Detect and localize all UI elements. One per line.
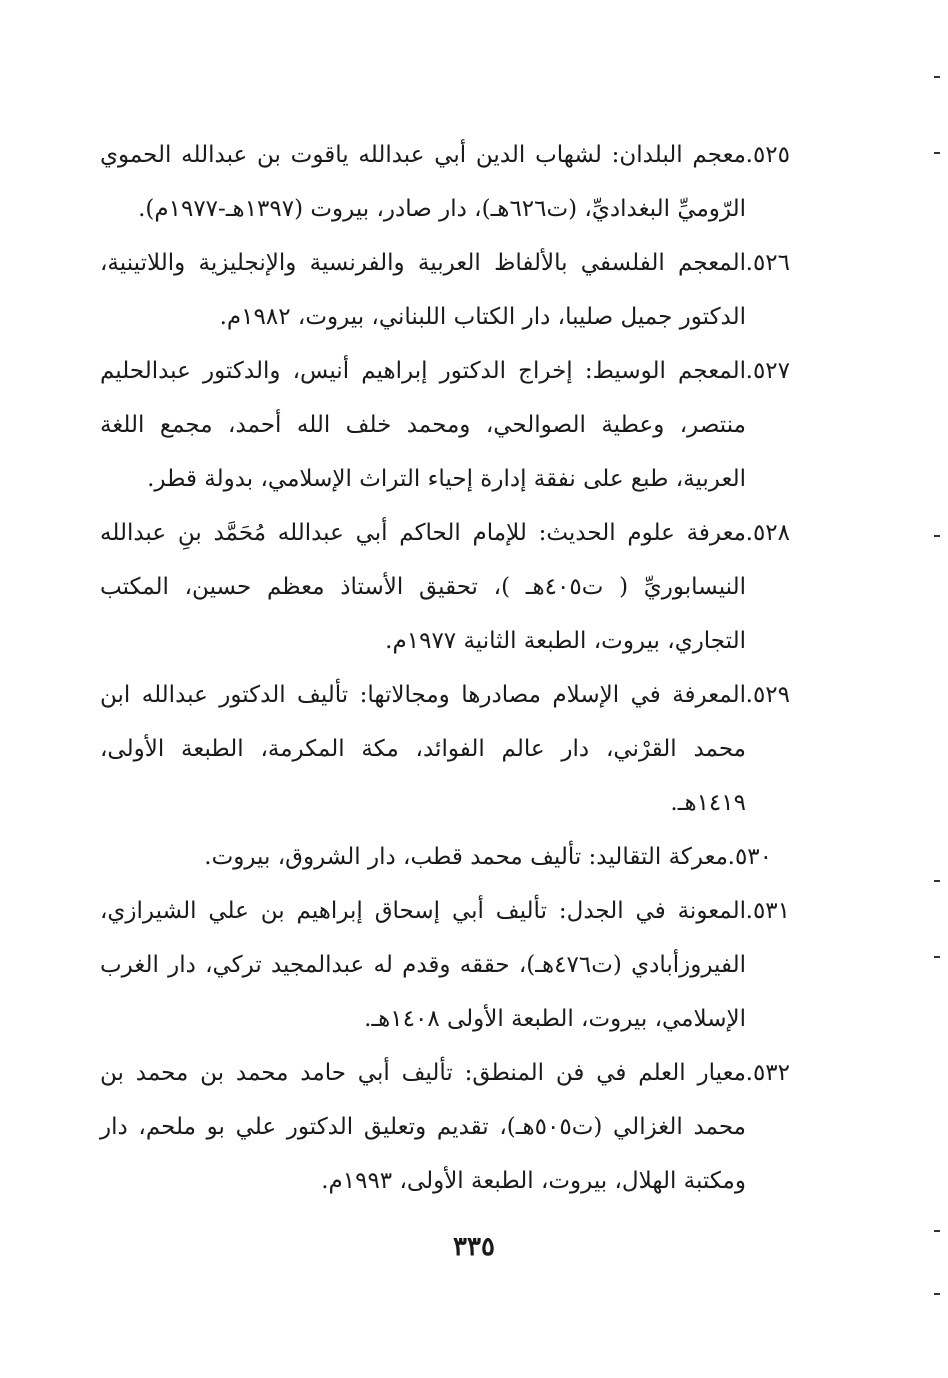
scan-edge-mark [934, 152, 940, 154]
reference-number: ٥٢٩. [745, 682, 790, 708]
reference-text: معرفة علوم الحديث: للإمام الحاكم أبي عبدالله مُحَمَّد بنِ عبدالله النيسابوريِّ ( ت٤٠٥هـ )، تحقيق الأستاذ معظم حسين، المكتب التجاري، بيروت، الطبعة الثانية ١٩٧٧م. [100, 520, 746, 654]
scan-edge-mark [934, 956, 940, 958]
reference-number: ٥٣١. [745, 898, 790, 924]
reference-list [100, 128, 790, 1208]
scan-edge-mark [934, 535, 940, 537]
reference-entry-525 [100, 128, 790, 236]
scan-edge-mark [934, 1293, 940, 1295]
reference-number: ٥٣٢. [745, 1060, 790, 1086]
reference-number: ٥٢٧. [745, 358, 790, 384]
reference-text: معركة التقاليد: تأليف محمد قطب، دار الشروق، بيروت. [204, 844, 728, 870]
reference-entry-532 [100, 1046, 790, 1208]
reference-entry-528 [100, 506, 790, 668]
reference-entry-530 [100, 830, 790, 884]
page-number: ٣٣٥ [453, 1232, 495, 1262]
reference-text: المعجم الوسيط: إخراج الدكتور إبراهيم أنيس، والدكتور عبدالحليم منتصر، وعطية الصوالحي، ومحمد خلف الله أحمد، مجمع اللغة العربية، طبع على نفقة إدارة إحياء التراث الإسلامي، بدولة قطر. [100, 358, 746, 492]
reference-number: ٥٢٨. [745, 520, 790, 546]
reference-entry-531 [100, 884, 790, 1046]
reference-text: معجم البلدان: لشهاب الدين أبي عبدالله ياقوت بن عبدالله الحموي الرّوميِّ البغداديِّ، (ت٦٢٦هـ)، دار صادر، بيروت (١٣٩٧هـ-١٩٧٧م). [100, 142, 746, 222]
scan-edge-mark [934, 1230, 940, 1232]
reference-entry-527 [100, 344, 790, 506]
scan-edge-mark [934, 880, 940, 882]
reference-entry-526 [100, 236, 790, 344]
reference-text: المعرفة في الإسلام مصادرها ومجالاتها: تأليف الدكتور عبدالله ابن محمد القرْني، دار عالم الفوائد، مكة المكرمة، الطبعة الأولى، ١٤١٩هـ. [100, 682, 746, 816]
reference-text: المعونة في الجدل: تأليف أبي إسحاق إبراهيم بن علي الشيرازي، الفيروزأبادي (ت٤٧٦هـ)، حققه وقدم له عبدالمجيد تركي، دار الغرب الإسلامي، بيروت، الطبعة الأولى ١٤٠٨هـ. [100, 898, 747, 1032]
reference-text: المعجم الفلسفي بالألفاظ العربية والفرنسية والإنجليزية واللاتينية، الدكتور جميل صليبا، دار الكتاب اللبناني، بيروت، ١٩٨٢م. [100, 250, 746, 330]
reference-number: ٥٢٦. [745, 250, 790, 276]
reference-number: ٥٣٠. [727, 844, 772, 870]
reference-entry-529 [100, 668, 790, 830]
scan-edge-mark [934, 76, 940, 78]
reference-text: معيار العلم في فن المنطق: تأليف أبي حامد محمد بن محمد بن محمد الغزالي (ت٥٠٥هـ)، تقديم وتعليق الدكتور علي بو ملحم، دار ومكتبة الهلال، بيروت، الطبعة الأولى، ١٩٩٣م. [100, 1060, 746, 1194]
reference-number: ٥٢٥. [745, 142, 790, 168]
